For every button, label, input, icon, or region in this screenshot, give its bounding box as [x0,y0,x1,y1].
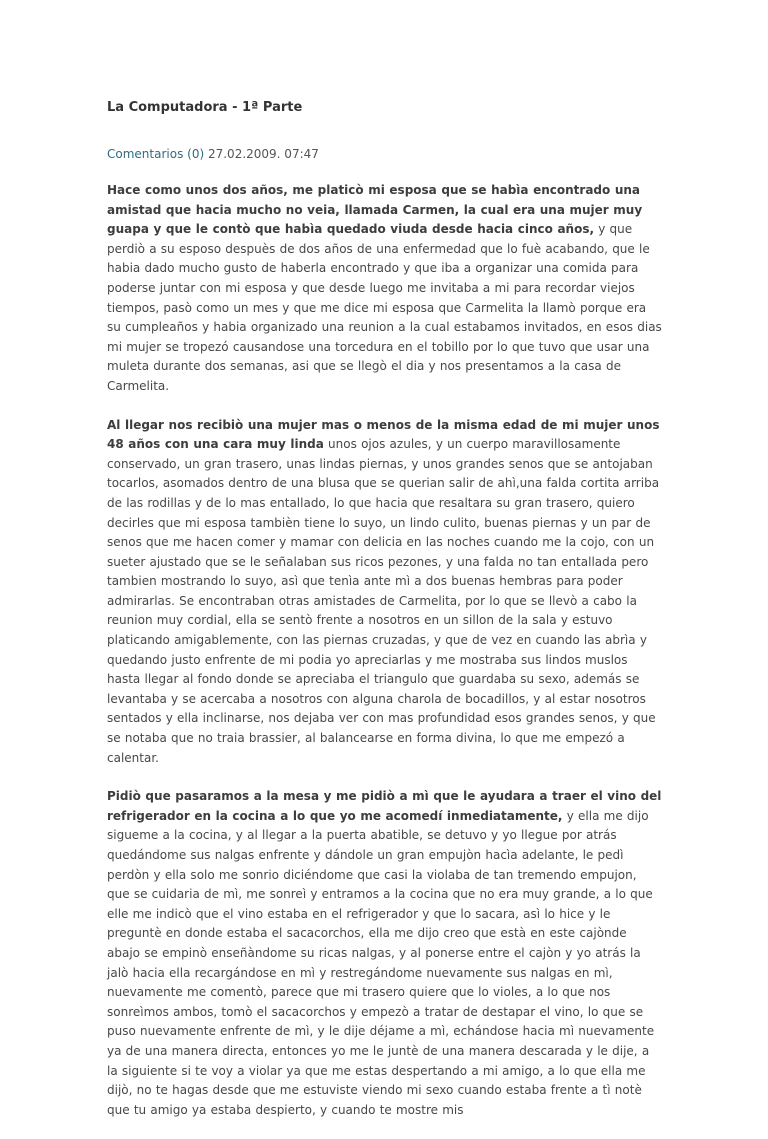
paragraph-1 [107,181,662,397]
paragraph-2 [107,416,662,769]
paragraph-3-lead: Pidiò que pasaramos a la mesa y me pidiò a mì que le ayudara a traer el vino del refrigerador en la cocina a lo que yo me acomedí inmediatamente, [107,789,662,823]
paragraph-1-lead: Hace como unos dos años, me platicò mi esposa que se habìa encontrado una amistad que hacia mucho no veia, llamada Carmen, la cual era una mujer muy guapa y que le contò que habìa quedado viuda desde hacia cinco años, [107,183,643,237]
paragraph-1-text: y que perdiò a su esposo despuès de dos años de una enfermedad que lo fuè acabando, que le habia dado mucho gusto de haberla encontrado y que iba a organizar una comida para poderse juntar con mi esposa y que desde luego me invitaba a mi para recordar viejos tiempos, pasò como un mes y que me dice mi esposa que Carmelita la llamò porque era su cumpleaños y habia organizado una reunion a la cual estabamos invitados, en esos dias mi mujer se tropezó causandose una torcedura en el tobillo por lo que tuvo que usar una muleta durante dos semanas, asi que se llegò el dia y nos presentamos a la casa de Carmelita. [107,222,662,393]
post-date: 27.02.2009. 07:47 [207,147,319,161]
paragraph-2-lead: Al llegar nos recibiò una mujer mas o menos de la misma edad de mi mujer unos 48 años con una cara muy linda [107,417,660,452]
paragraph-3-text: y ella me dijo sigueme a la cocina, y al llegar a la puerta abatible, se detuvo y yo llegue por atrás quedándome sus nalgas enfrente y dándole un gran empujòn hacìa adelante, le pedì perdòn y ella solo me sonrio diciéndome que casi la violaba de tan tremendo empujon, que se cuidaria de mì, me sonreì y entramos a la cocina que no era muy grande, a lo que elle me indicò que el vino estaba en el refrigerador y que lo sacara, asì lo hice y le preguntè en donde estaba el sacacorchos, ella me dijo creo que està en este cajònde abajo se empinò enseñàndome su ricas nalgas, y al ponerse entre el cajòn y yo atrás la jalò hacia ella recargándose en mì y restregándome nuevamente sus nalgas en mì, nuevamente me comentò, parece que mi trasero quiere que lo violes, a lo que nos sonreìmos ambos, tomò el sacacorchos y empezò a tratar de destapar el vino, lo que se puso nuevamente enfrente de mì, y le dije déjame a mì, echándose hacia mì nuevamente ya de una manera directa, entonces yo me le juntè de una manera descarada y le dije, a la siguiente si te voy a violar ya que me estas despertando a mi amigo, a lo que ella me dijò, no te hagas desde que me estuviste viendo mi sexo cuando estaba frente a tì notè que tu amigo ya estaba despierto, y cuando te mostre mis [107,808,655,1117]
post-title: La Computadora - 1ª Parte [107,100,303,115]
post-meta [107,147,319,161]
post-body [107,181,662,1139]
comments-link[interactable]: Comentarios (0) [107,147,205,161]
paragraph-2-text: unos ojos azules, y un cuerpo maravillosamente conservado, un gran trasero, unas lindas piernas, y unos grandes senos que se antojaban tocarlos, asomados dentro de una blusa que se querian salir de ahì,una falda cortita arriba de las rodillas y de lo mas entallado, lo que hacia que resaltara su gran trasero, quiero decirles que mi esposa tambièn tiene lo suyo, un lindo culito, buenas piernas y un par de senos que me hacen comer y mamar con delicia en las noches cuando me la cojo, con un sueter ajustado que se le señalaban sus ricos pezones, y una falda no tan entallada pero tambien mostrando lo suyo, asì que tenìa ante mì a dos buenas hembras para poder admirarlas. Se encontraban otras amistades de Carmelita, por lo que se llevò a cabo la reunion muy cordial, ella se sentò frente a nosotros en un sillon de la sala y estuvo platicando amigablemente, con las piernas cruzadas, y que de vez en cuando las abrìa y quedando justo enfrente de mi podia yo apreciarlas y me mostraba sus lindos muslos hasta llegar al fondo donde se apreciaba el triangulo que guardaba su sexo, además se levantaba y se acercaba a nosotros con alguna charola de bocadillos, y al estar nosotros sentados y ella inclinarse, nos dejaba ver con mas profundidad esos grandes senos, y que se notaba que no traia brassier, al balancearse en forma divina, lo que me empezó a calentar. [107,437,660,765]
paragraph-3 [107,787,662,1120]
